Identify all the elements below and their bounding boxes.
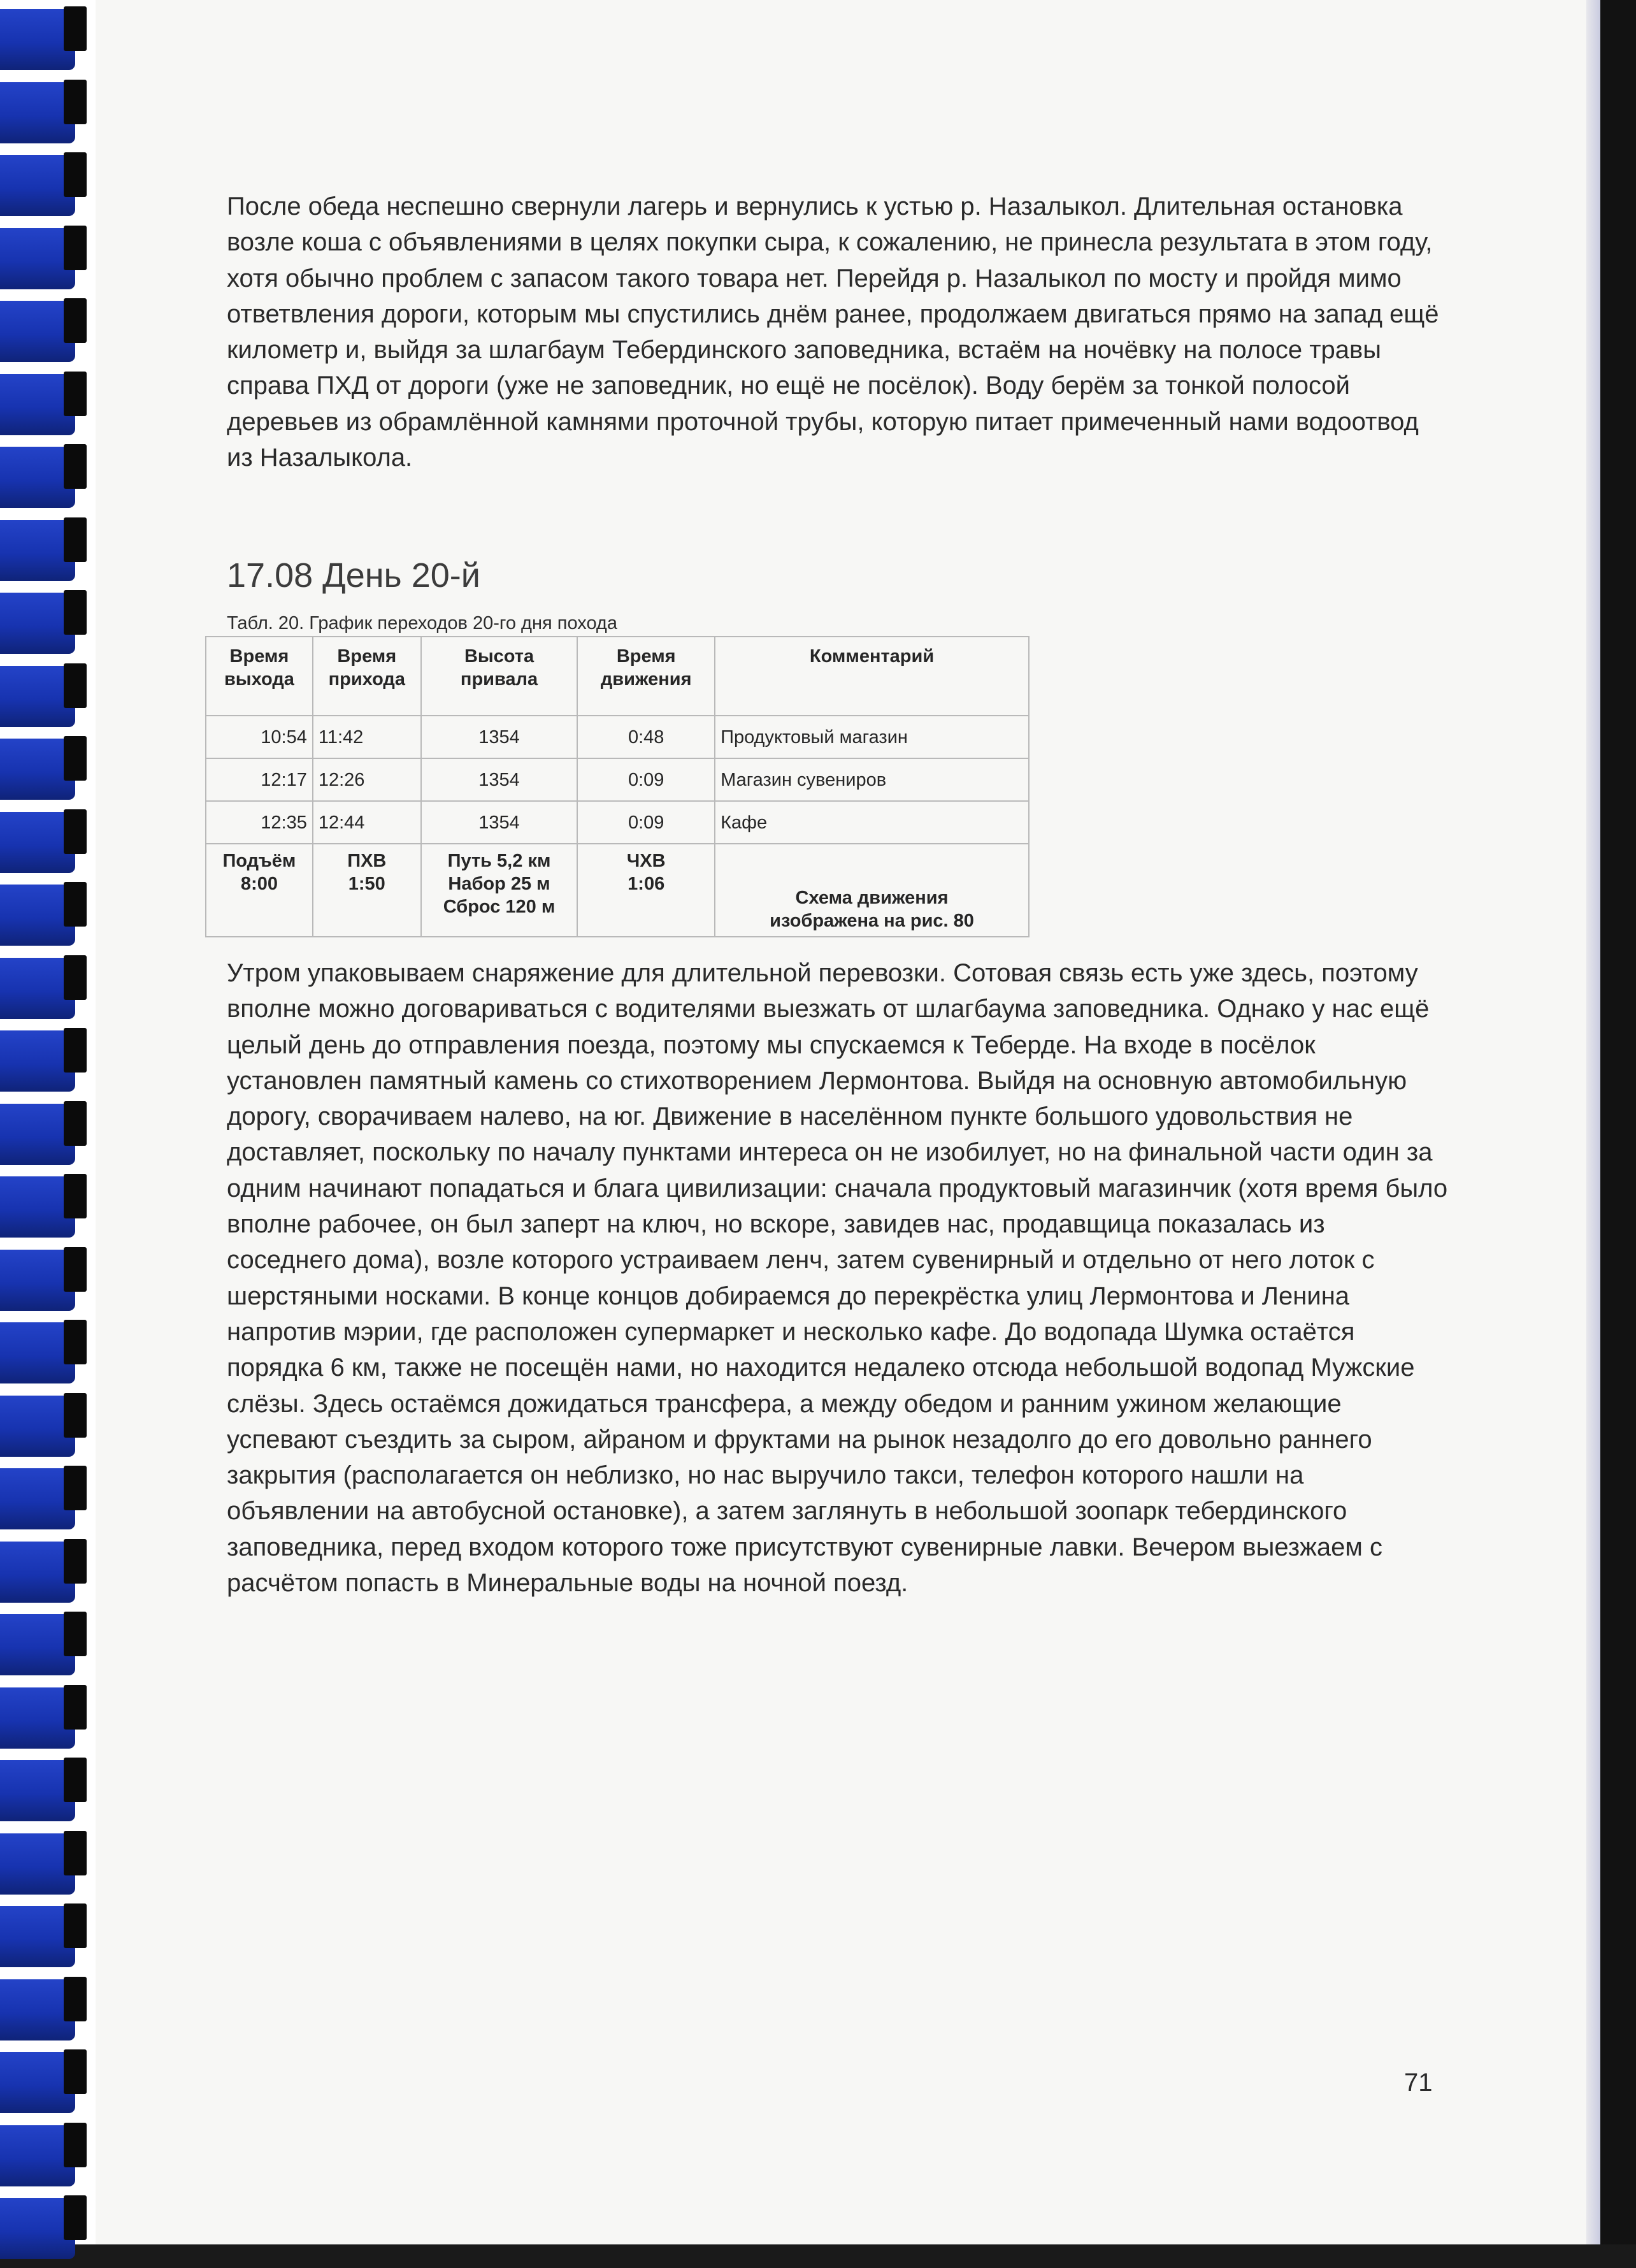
scan-background xyxy=(1600,0,1636,2244)
cell-moving: 0:48 xyxy=(577,716,715,758)
binding-coil xyxy=(0,223,89,298)
binding-coil xyxy=(0,1755,89,1830)
binding-coil xyxy=(0,733,89,809)
punch-hole xyxy=(64,444,87,489)
cell-arrive: 11:42 xyxy=(313,716,421,758)
binding-coil xyxy=(0,953,89,1028)
punch-hole xyxy=(64,1903,87,1948)
page-edge xyxy=(1586,0,1600,2244)
punch-hole xyxy=(64,226,87,270)
binding-coil xyxy=(0,1099,89,1174)
header-arrive: Время прихода xyxy=(313,637,421,716)
punch-hole xyxy=(64,80,87,124)
punch-hole xyxy=(64,1393,87,1438)
binding-coil xyxy=(0,1901,89,1976)
binding-coil xyxy=(0,1682,89,1758)
cell-comment: Продуктовый магазин xyxy=(715,716,1029,758)
cell-altitude: 1354 xyxy=(421,716,578,758)
punch-hole xyxy=(64,517,87,562)
table-header-row xyxy=(206,637,1029,716)
punch-hole xyxy=(64,298,87,343)
summary-route xyxy=(421,844,578,937)
punch-hole xyxy=(64,372,87,416)
chkhv-time: 1:06 xyxy=(628,874,665,894)
punch-hole xyxy=(64,152,87,197)
cell-depart: 10:54 xyxy=(206,716,313,758)
binding-coil xyxy=(0,515,89,590)
punch-hole xyxy=(64,1612,87,1656)
page-number: 71 xyxy=(1404,2069,1433,2097)
binding-coil xyxy=(0,1609,89,1684)
cell-arrive: 12:44 xyxy=(313,801,421,844)
binding-coil xyxy=(0,77,89,152)
punch-hole xyxy=(64,1101,87,1146)
scheme-line-1: Схема движения xyxy=(795,888,949,908)
punch-hole xyxy=(64,2123,87,2167)
binding-coil xyxy=(0,1974,89,2049)
punch-hole xyxy=(64,1685,87,1730)
cell-depart: 12:35 xyxy=(206,801,313,844)
binding-coil xyxy=(0,1025,89,1101)
binding-coil xyxy=(0,1390,89,1466)
cell-altitude: 1354 xyxy=(421,758,578,801)
punch-hole xyxy=(64,1174,87,1218)
binding-coil xyxy=(0,2120,89,2195)
binding-coil xyxy=(0,807,89,882)
header-altitude: Высота привала xyxy=(421,637,578,716)
wakeup-time: 8:00 xyxy=(240,874,278,894)
header-depart: Время выхода xyxy=(206,637,313,716)
punch-hole xyxy=(64,1831,87,1875)
table-caption: Табл. 20. График переходов 20-го дня похода xyxy=(227,613,617,633)
binding-coil xyxy=(0,150,89,225)
pkhv-label: ПХВ xyxy=(347,851,387,871)
binding-coil xyxy=(0,4,89,79)
summary-chkhv xyxy=(577,844,715,937)
punch-hole xyxy=(64,1977,87,2021)
cell-arrive: 12:26 xyxy=(313,758,421,801)
punch-hole xyxy=(64,1028,87,1073)
day-heading: 17.08 День 20-й xyxy=(227,556,480,595)
chkhv-label: ЧХВ xyxy=(626,851,666,871)
cell-moving: 0:09 xyxy=(577,758,715,801)
punch-hole xyxy=(64,736,87,781)
binding-coil xyxy=(0,879,89,955)
cell-depart: 12:17 xyxy=(206,758,313,801)
binding-coil xyxy=(0,369,89,444)
table-row xyxy=(206,758,1029,801)
summary-scheme-note xyxy=(715,844,1029,937)
route-ascent: Набор 25 м xyxy=(448,874,550,894)
binding-coil xyxy=(0,442,89,517)
scheme-line-2: изображена на рис. 80 xyxy=(770,911,974,931)
cell-comment: Магазин сувениров xyxy=(715,758,1029,801)
cell-moving: 0:09 xyxy=(577,801,715,844)
binding-coil xyxy=(0,296,89,371)
table-summary-row xyxy=(206,844,1029,937)
punch-hole xyxy=(64,663,87,708)
punch-hole xyxy=(64,955,87,1000)
punch-hole xyxy=(64,1466,87,1510)
schedule-table xyxy=(205,636,1030,937)
punch-hole xyxy=(64,809,87,854)
table-row xyxy=(206,801,1029,844)
binding-coil xyxy=(0,588,89,663)
spiral-binding xyxy=(0,0,96,2244)
punch-hole xyxy=(64,2195,87,2240)
binding-coil xyxy=(0,1828,89,1903)
binding-coil xyxy=(0,1171,89,1246)
punch-hole xyxy=(64,590,87,635)
summary-pkhv xyxy=(313,844,421,937)
binding-coil xyxy=(0,1536,89,1612)
binding-coil xyxy=(0,661,89,736)
binding-coil xyxy=(0,2193,89,2268)
punch-hole xyxy=(64,882,87,927)
binding-coil xyxy=(0,1245,89,1320)
summary-wakeup xyxy=(206,844,313,937)
punch-hole xyxy=(64,1247,87,1292)
wakeup-label: Подъём xyxy=(222,851,296,871)
paragraph-morning: Утром упаковываем снаряжение для длительной перевозки. Сотовая связь есть уже здесь, поэтому вполне можно договариваться с водителями выезжать от шлагбаума заповедника. Однако у нас ещё целый день до отправления поезда, поэтому мы спускаемся к Теберде. На входе в посёлок установлен памятный камень со стихотворением Лермонтова. Выйдя на основную автомобильную дорогу, сворачиваем налево, на юг. Движение в населённом пункте большого удовольствия не доставляет, поскольку по началу пунктами интереса он не изобилует, но на финальной части один за одним начинают попадаться и блага цивилизации: сначала продуктовый магазинчик (хотя время было вполне рабочее, он был заперт на ключ, но вскоре, завидев нас, продавщица показалась из соседнего дома), возле которого устраиваем ленч, затем сувенирный и отдельно от него лоток с шерстяными носками. В конце концов добираемся до перекрёстка улиц Лермонтова и Ленина напротив мэрии, где расположен супермаркет и несколько кафе. До водопада Шумка остаётся порядка 6 км, также не посещён нами, но находится недалеко отсюда небольшой водопад Мужские слёзы. Здесь остаёмся дожидаться трансфера, а между обедом и ранним ужином желающие успевают съездить за сыром, айраном и фруктами на рынок незадолго до его довольно раннего закрытия (располагается он неблизко, но нас выручило такси, телефон которого нашли на объявлении на автобусной остановке), а затем заглянуть в небольшой зоопарк тебердинского заповедника, перед входом которого тоже присутствуют сувенирные лавки. Вечером выезжаем с расчётом попасть в Минеральные воды на ночной поезд. xyxy=(227,959,1448,1598)
header-comment: Комментарий xyxy=(715,637,1029,716)
paragraph-after-lunch: После обеда неспешно свернули лагерь и вернулись к устью р. Назалыкол. Длительная остановка возле коша с объявлениями в целях покупки сыра, к сожалению, не принесла результата в этом году, хотя обычно проблем с запасом такого товара нет. Перейдя р. Назалыкол по мосту и пройдя мимо ответвления дороги, которым мы спустились днём ранее, продолжаем двигаться прямо на запад ещё километр и, выйдя за шлагбаум Тебердинского заповедника, встаём на ночёвку на полосе травы справа ПХД от дороги (уже не заповедник, но ещё не посёлок). Воду берём за тонкой полосой деревьев из обрамлённой камнями проточной трубы, которую питает примеченный нами водоотвод из Назалыкола. xyxy=(227,192,1439,472)
binding-coil xyxy=(0,1317,89,1392)
cell-altitude: 1354 xyxy=(421,801,578,844)
table-row xyxy=(206,716,1029,758)
punch-hole xyxy=(64,1320,87,1364)
pkhv-time: 1:50 xyxy=(348,874,385,894)
binding-coil xyxy=(0,2047,89,2122)
punch-hole xyxy=(64,6,87,51)
cell-comment: Кафе xyxy=(715,801,1029,844)
punch-hole xyxy=(64,2049,87,2094)
route-descent: Сброс 120 м xyxy=(443,897,556,917)
punch-hole xyxy=(64,1539,87,1584)
header-moving: Время движения xyxy=(577,637,715,716)
binding-coil xyxy=(0,1463,89,1538)
route-distance: Путь 5,2 км xyxy=(447,851,551,871)
punch-hole xyxy=(64,1758,87,1802)
